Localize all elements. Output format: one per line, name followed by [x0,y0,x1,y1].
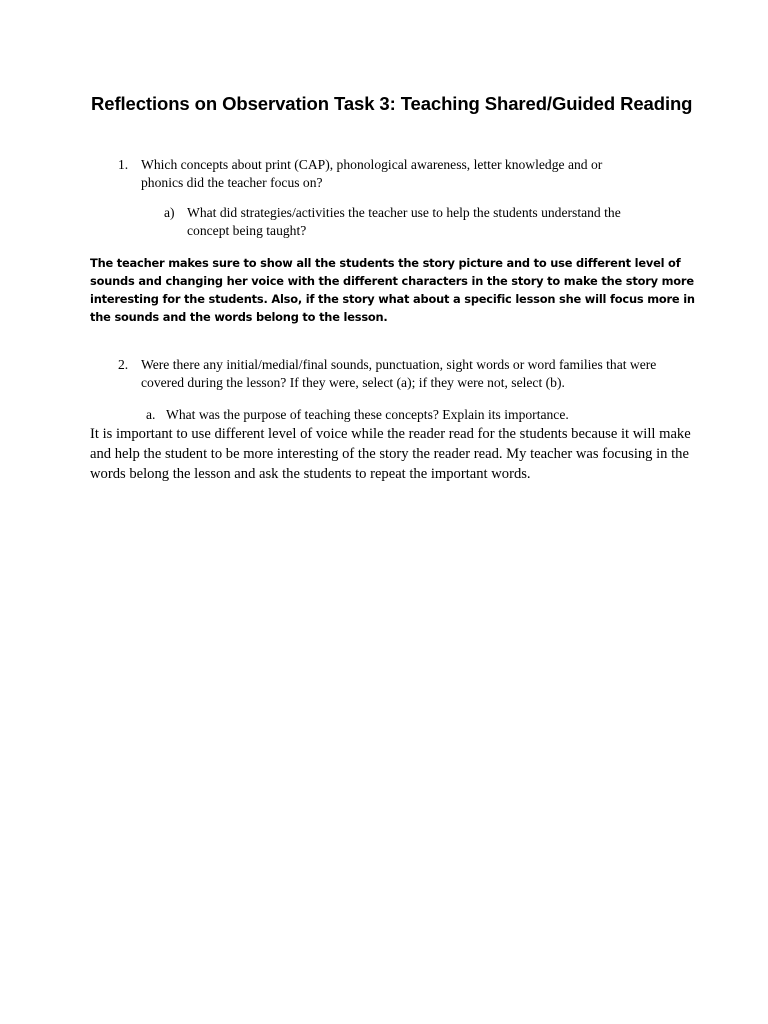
question-1-sub-a [164,204,724,244]
question-1-sub-a-line: concept being taught? [187,223,307,238]
question-1-line: Which concepts about print (CAP), phonological awareness, letter knowledge and or [141,157,603,172]
answer-2-line: It is important to use different level of voice while the reader read for the students because it will make [90,426,691,442]
question-2-line: covered during the lesson? If they were, select (a); if they were not, select (b). [141,375,565,390]
question-1-line: phonics did the teacher focus on? [141,175,323,190]
document-title: Reflections on Observation Task 3: Teaching Shared/Guided Reading [91,93,693,114]
answer-2-line: words belong the lesson and ask the students to repeat the important words. [90,466,531,482]
answer-2-line: and help the student to be more interesting of the story the reader read. My teacher was focusing in the [90,446,689,462]
question-1-sub-a-line: What did strategies/activities the teacher use to help the students understand the [187,205,621,220]
answer-1-line: sounds and changing her voice with the different characters in the story to make the story more [90,274,694,288]
question-2-sub-a-marker: a. [146,407,156,422]
question-1-sub-a-marker: a) [164,205,175,220]
question-2-line: Were there any initial/medial/final sounds, punctuation, sight words or word families that were [141,357,657,372]
question-1-number: 1. [118,157,129,172]
answer-1 [90,254,695,326]
answer-1-line: interesting for the students. Also, if the story what about a specific lesson she will focus more in [90,292,695,306]
question-2-sub-a-text [166,406,569,424]
question-2 [118,356,718,396]
question-2-text [141,356,656,392]
question-1-text [141,156,602,192]
question-1-sub-a-text [187,204,621,240]
question-1 [118,156,718,196]
question-2-number: 2. [118,357,129,372]
question-2-sub-a [146,406,706,426]
answer-1-line: the sounds and the words belong to the lesson. [90,310,388,324]
answer-2 [90,424,691,484]
answer-1-line: The teacher makes sure to show all the students the story picture and to use different level of [90,256,681,270]
question-2-sub-a-line: What was the purpose of teaching these concepts? Explain its importance. [166,407,569,422]
